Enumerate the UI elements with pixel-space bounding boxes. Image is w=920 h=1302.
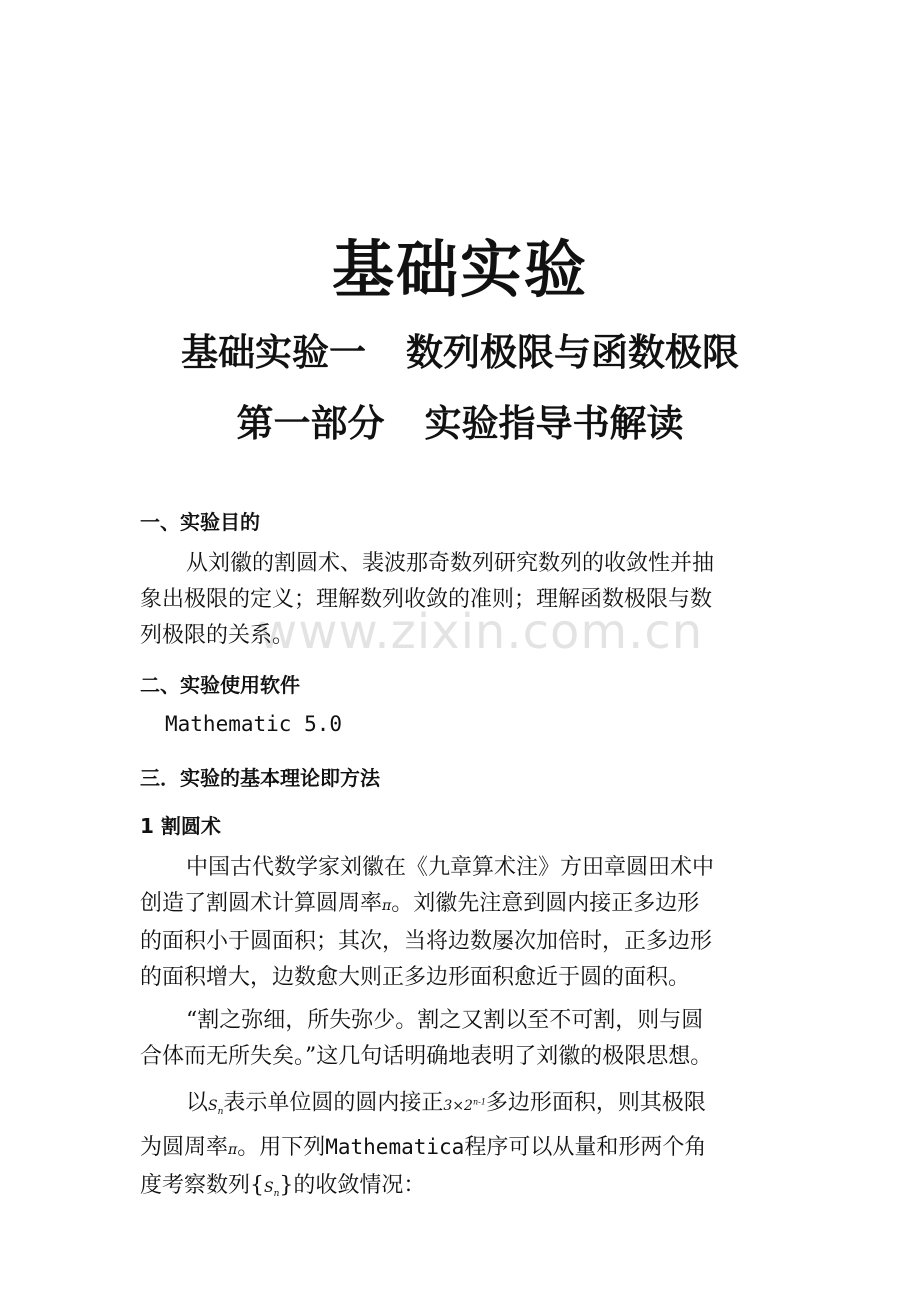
paragraph-line: 象出极限的定义；理解数列收敛的准则；理解函数极限与数 xyxy=(140,587,713,612)
sequence-paragraph xyxy=(140,1084,790,1212)
polygon-count-formula: $3\times 2^{n-1}$ xyxy=(443,1097,486,1114)
subsection-heading: 1 割圆术 xyxy=(140,814,221,838)
paragraph-line: 中国古代数学家刘徽在《九章算术注》方田章圆田术中 xyxy=(186,855,715,880)
section-heading-theory: 三．实验的基本理论即方法 xyxy=(140,766,380,790)
sn-symbol: $S_n$ xyxy=(264,1180,280,1200)
paragraph-line: “割之弥细，所失弥少。割之又割以至不可割，则与圆 xyxy=(186,1008,704,1033)
paragraph-line: 创造了割圆术计算圆周率π。刘徽先注意到圆内接正多边形 xyxy=(140,891,700,916)
watermark: www.zixin.com.cn xyxy=(258,604,704,660)
quote-paragraph xyxy=(140,1003,790,1075)
paragraph-line: 从刘徽的割圆术、裴波那奇数列研究数列的收敛性并抽 xyxy=(186,551,715,576)
document-title: 基础实验 xyxy=(331,233,588,306)
paragraph-line: 的面积小于圆面积；其次，当将边数屡次加倍时，正多边形 xyxy=(140,929,713,954)
experiment-topic: 数列极限与函数极限 xyxy=(406,330,739,374)
pi-symbol: π xyxy=(228,1142,238,1159)
section-heading-software: 二、实验使用软件 xyxy=(140,673,300,697)
paragraph-line: 的面积增大，边数愈大则正多边形面积愈近于圆的面积。 xyxy=(140,965,691,990)
part-topic: 实验指导书解读 xyxy=(424,401,684,445)
mathematica-name: Mathematica xyxy=(325,1135,465,1160)
paragraph-line: 合体而无所失矣。”这几句话明确地表明了刘徽的极限思想。 xyxy=(140,1044,713,1069)
paragraph-line: 以$S_n$表示单位圆的圆内接正$3\times 2^{n-1}$多边形面积，则其极限 xyxy=(186,1090,706,1117)
experiment-number: 基础实验一 xyxy=(181,330,366,374)
part-title xyxy=(0,393,920,447)
part-number: 第一部分 xyxy=(236,401,385,445)
purpose-paragraph xyxy=(140,546,790,654)
experiment-title xyxy=(0,322,920,376)
sn-symbol: $S_n$ xyxy=(208,1097,224,1117)
section-heading-purpose: 一、实验目的 xyxy=(140,510,260,534)
paragraph-line: 为圆周率π。用下列Mathematica程序可以从量和形两个角 xyxy=(140,1135,707,1161)
software-name: Mathematic 5.0 xyxy=(165,712,343,736)
paragraph-line: 度考察数列$\{S_n\}$的收敛情况： xyxy=(140,1173,426,1200)
paragraph-line: 列极限的关系。 xyxy=(140,623,295,648)
pi-symbol: π xyxy=(382,898,392,914)
history-paragraph xyxy=(140,850,790,996)
